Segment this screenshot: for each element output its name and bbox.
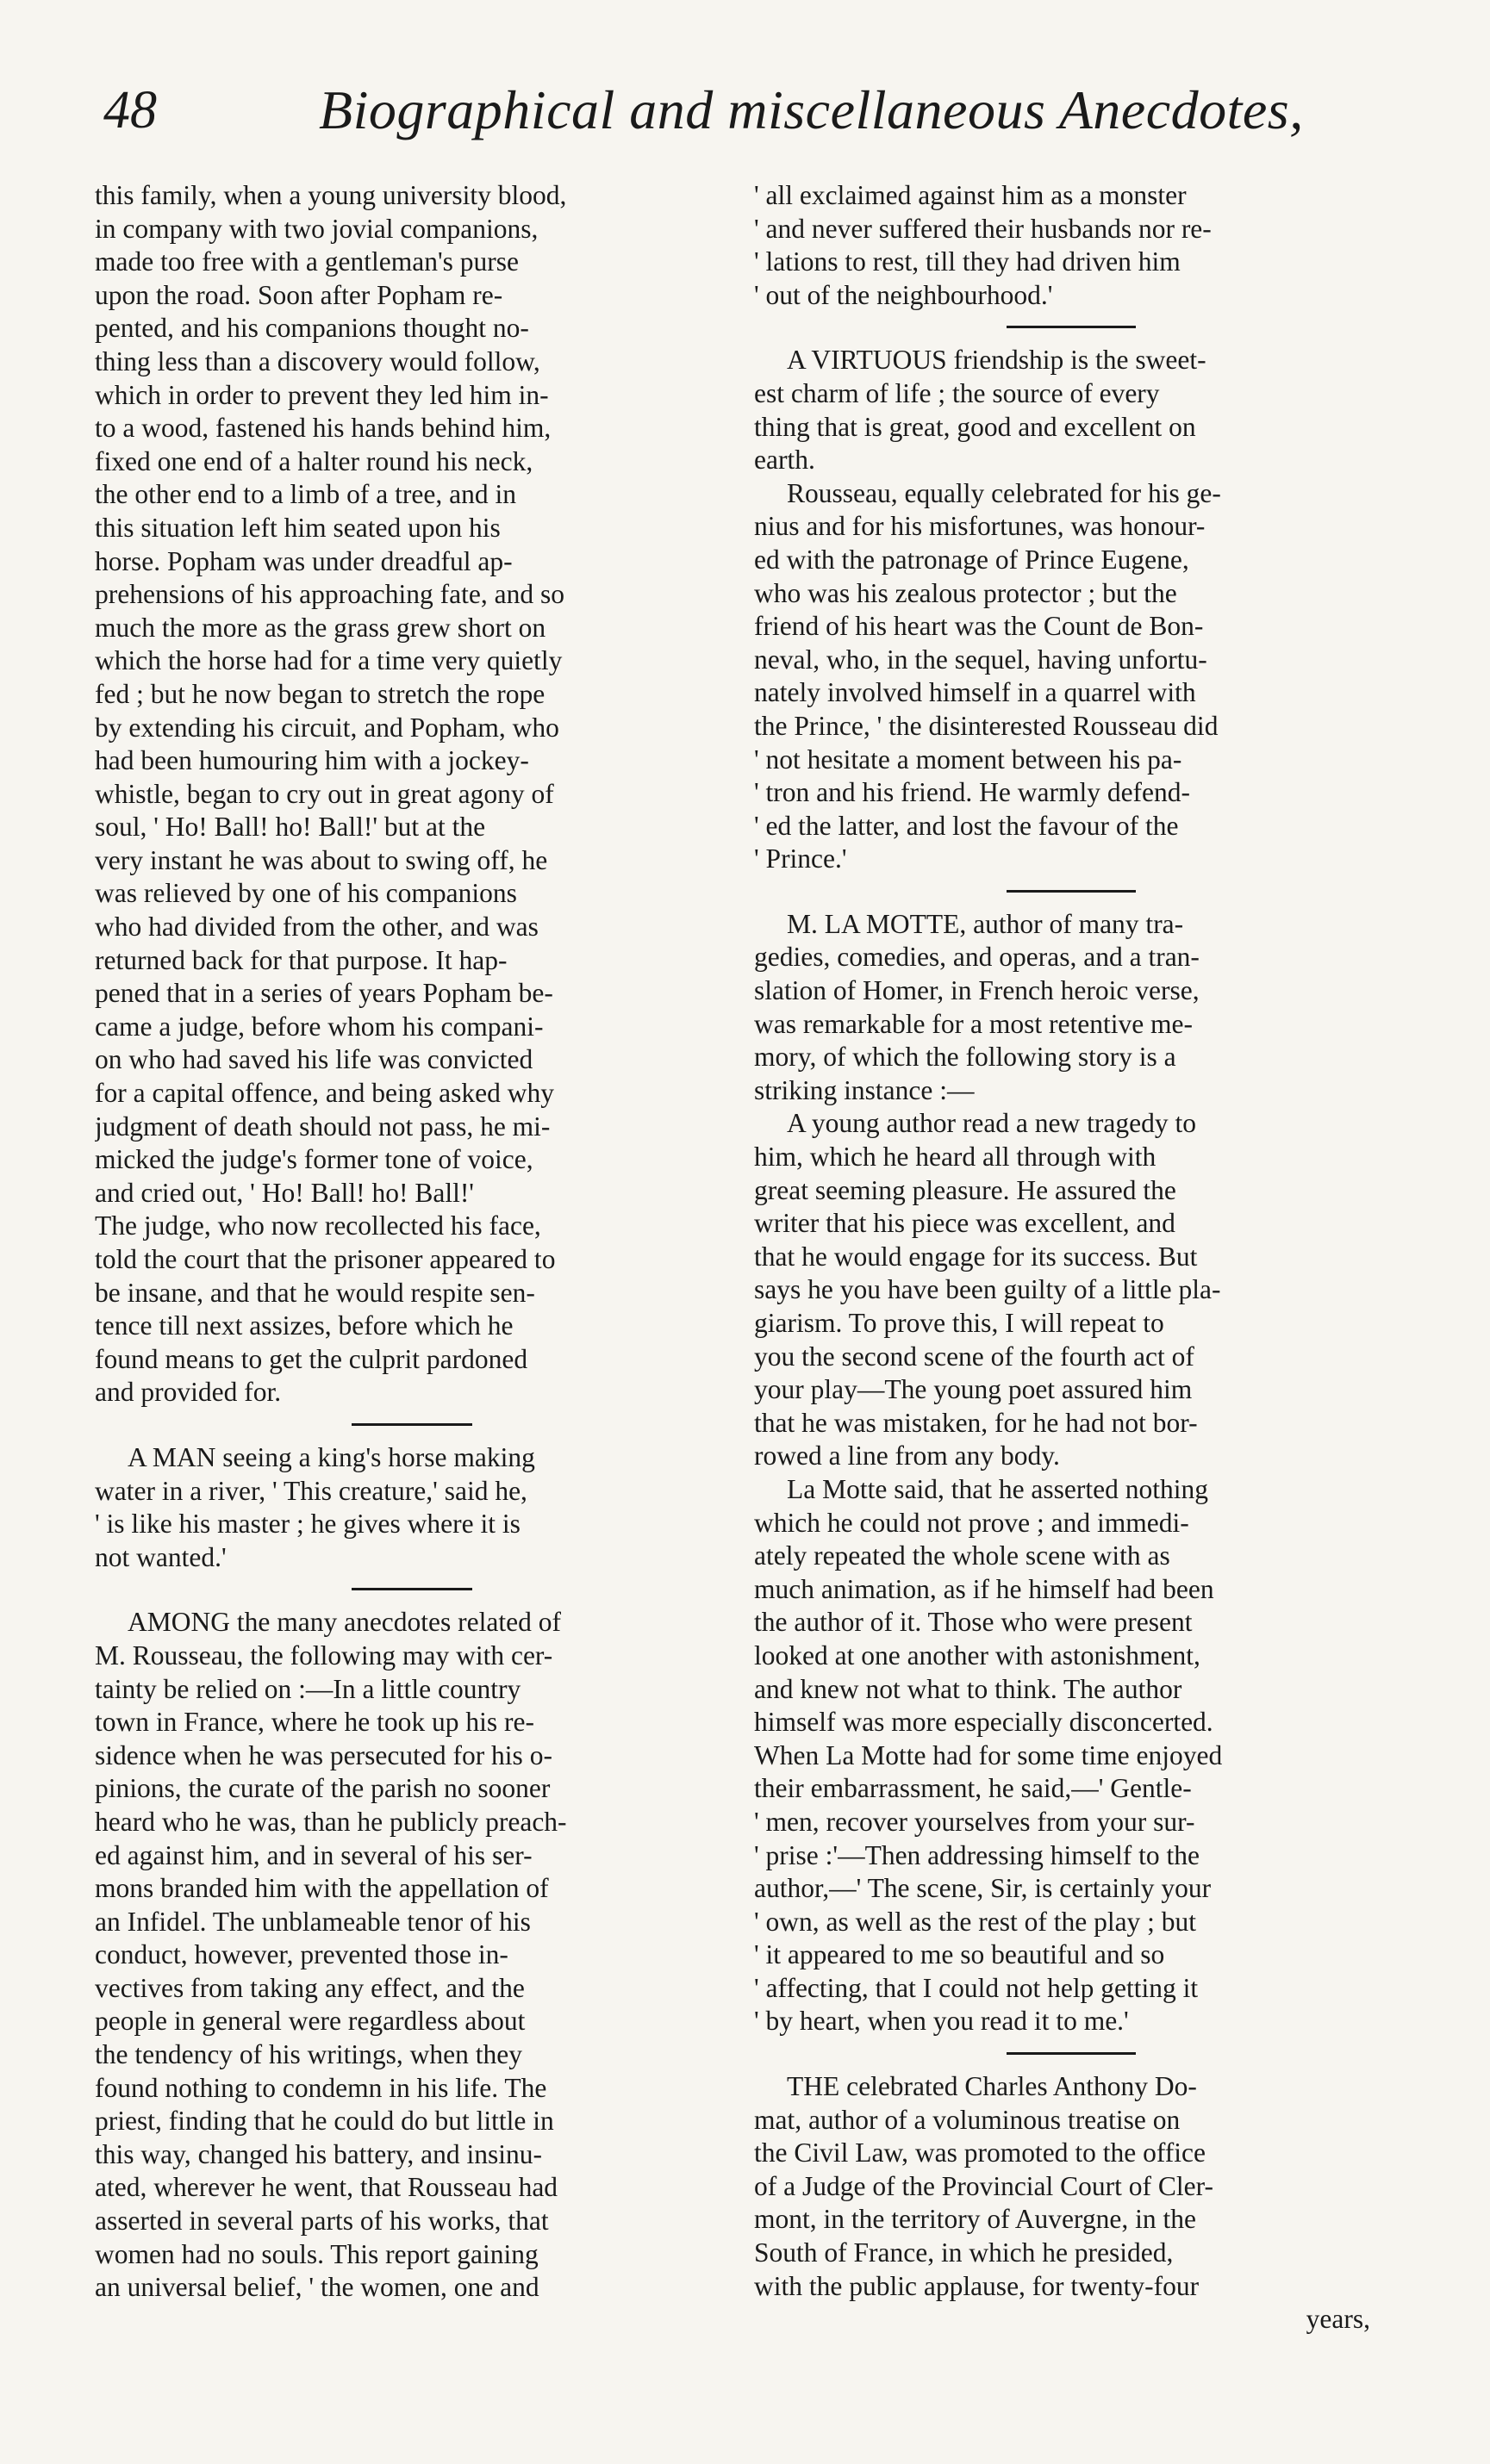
text-line: himself was more especially disconcerted. bbox=[754, 1707, 1213, 1738]
text-line: ' and never suffered their husbands nor re- bbox=[754, 213, 1212, 244]
text-line: nius and for his misfortunes, was honour- bbox=[754, 511, 1206, 542]
text-line: writer that his piece was excellent, and bbox=[754, 1208, 1175, 1239]
text-line: him, which he heard all through with bbox=[754, 1142, 1156, 1173]
rousseau-continuation-paragraph bbox=[754, 179, 1387, 312]
text-line: which he could not prove ; and immedi- bbox=[754, 1507, 1189, 1538]
text-line: an universal belief, ' the women, one and bbox=[95, 2272, 539, 2303]
text-line: water in a river, ' This creature,' said he, bbox=[95, 1475, 527, 1506]
text-line: M. Rousseau, the following may with cer- bbox=[95, 1640, 553, 1671]
la-motte-repetition-paragraph bbox=[754, 1473, 1387, 2038]
text-line: the other end to a limb of a tree, and in bbox=[95, 479, 516, 510]
text-line: great seeming pleasure. He assured the bbox=[754, 1174, 1176, 1205]
rousseau-anecdote-paragraph bbox=[95, 1606, 728, 2304]
text-line: says he you have been guilty of a little pla- bbox=[754, 1274, 1221, 1305]
text-line: horse. Popham was under dreadful ap- bbox=[95, 545, 513, 576]
text-line: ' tron and his friend. He warmly defend- bbox=[754, 777, 1191, 808]
text-line: much animation, as if he himself had been bbox=[754, 1573, 1214, 1604]
text-line: prehensions of his approaching fate, and so bbox=[95, 579, 564, 610]
text-line: very instant he was about to swing off, he bbox=[95, 844, 548, 875]
text-line: soul, ' Ho! Ball! ho! Ball!' but at the bbox=[95, 812, 486, 843]
text-line: priest, finding that he could do but little in bbox=[95, 2106, 554, 2137]
virtuous-friendship-paragraph bbox=[754, 344, 1387, 476]
text-line: striking instance :— bbox=[754, 1074, 975, 1105]
text-line: slation of Homer, in French heroic verse, bbox=[754, 975, 1200, 1006]
text-line: was relieved by one of his companions bbox=[95, 878, 517, 909]
text-line: friend of his heart was the Count de Bon- bbox=[754, 611, 1204, 642]
text-line: ' by heart, when you read it to me.' bbox=[754, 2006, 1129, 2037]
text-line: their embarrassment, he said,—' Gentle- bbox=[754, 1773, 1192, 1804]
text-line: pented, and his companions thought no- bbox=[95, 313, 529, 344]
text-line: est charm of life ; the source of every bbox=[754, 377, 1160, 408]
text-line: of a Judge of the Provincial Court of Cler- bbox=[754, 2170, 1213, 2201]
text-line: town in France, where he took up his re- bbox=[95, 1707, 534, 1738]
text-line: much the more as the grass grew short on bbox=[95, 612, 546, 643]
text-line: thing that is great, good and excellent on bbox=[754, 411, 1196, 442]
text-line: returned back for that purpose. It hap- bbox=[95, 944, 508, 975]
text-line: not wanted.' bbox=[95, 1541, 227, 1572]
text-line: ' affecting, that I could not help getting it bbox=[754, 1972, 1199, 2003]
text-line: ' ed the latter, and lost the favour of the bbox=[754, 810, 1179, 841]
text-line: heard who he was, than he publicly preach- bbox=[95, 1806, 567, 1837]
text-line: the Civil Law, was promoted to the office bbox=[754, 2137, 1206, 2168]
text-line: ' men, recover yourselves from your sur- bbox=[754, 1806, 1195, 1837]
text-line: which the horse had for a time very quietly bbox=[95, 645, 563, 676]
text-line: sidence when he was persecuted for his o- bbox=[95, 1739, 552, 1770]
text-line: and knew not what to think. The author bbox=[754, 1673, 1182, 1704]
text-line: thing less than a discovery would follow, bbox=[95, 345, 540, 376]
text-line: who had divided from the other, and was bbox=[95, 912, 539, 943]
text-line: this family, when a young university blood, bbox=[95, 180, 567, 210]
section-divider bbox=[352, 1588, 472, 1590]
text-line: the Prince, ' the disinterested Rousseau did bbox=[754, 710, 1219, 741]
text-line: conduct, however, prevented those in- bbox=[95, 1939, 508, 1970]
text-line: ed against him, and in several of his ser- bbox=[95, 1839, 533, 1870]
text-line: upon the road. Soon after Popham re- bbox=[95, 279, 503, 310]
text-line: and provided for. bbox=[95, 1377, 282, 1408]
domat-anecdote-paragraph bbox=[754, 2070, 1387, 2303]
text-line: fed ; but he now began to stretch the rope bbox=[95, 678, 546, 709]
kings-horse-anecdote-paragraph bbox=[95, 1441, 728, 1574]
text-line: had been humouring him with a jockey- bbox=[95, 745, 529, 776]
text-line: told the court that the prisoner appeared to bbox=[95, 1244, 556, 1274]
text-line: this situation left him seated upon his bbox=[95, 512, 501, 543]
text-line: ' own, as well as the rest of the play ; but bbox=[754, 1906, 1197, 1937]
text-line: A MAN seeing a king's horse making bbox=[128, 1441, 535, 1472]
text-line: for a capital offence, and being asked why bbox=[95, 1078, 554, 1109]
page-header bbox=[103, 67, 1396, 162]
text-line: author,—' The scene, Sir, is certainly your bbox=[754, 1873, 1212, 1904]
text-line: The judge, who now recollected his face, bbox=[95, 1210, 541, 1241]
text-line: When La Motte had for some time enjoyed bbox=[754, 1739, 1223, 1770]
page-number: 48 bbox=[103, 81, 157, 140]
text-line: M. LA MOTTE, author of many tra- bbox=[787, 908, 1184, 939]
rousseau-bonneval-paragraph bbox=[754, 477, 1387, 876]
text-line: mat, author of a voluminous treatise on bbox=[754, 2104, 1181, 2135]
text-line: ' lations to rest, till they had driven him bbox=[754, 246, 1181, 277]
section-divider bbox=[1007, 326, 1136, 328]
text-line: found nothing to condemn in his life. The bbox=[95, 2072, 547, 2103]
text-line: that he would engage for its success. But bbox=[754, 1241, 1198, 1272]
text-line: your play—The young poet assured him bbox=[754, 1374, 1193, 1405]
text-line: Rousseau, equally celebrated for his ge- bbox=[787, 477, 1221, 508]
text-line: neval, who, in the sequel, having unfortu- bbox=[754, 644, 1207, 675]
text-line: ately repeated the whole scene with as bbox=[754, 1540, 1170, 1571]
text-line: which in order to prevent they led him in- bbox=[95, 379, 549, 410]
text-line: fixed one end of a halter round his neck, bbox=[95, 445, 533, 476]
text-line: mont, in the territory of Auvergne, in the bbox=[754, 2204, 1196, 2235]
text-line: with the public applause, for twenty-four bbox=[754, 2270, 1200, 2301]
text-line: ' is like his master ; he gives where it is bbox=[95, 1509, 521, 1540]
text-line: micked the judge's former tone of voice, bbox=[95, 1144, 533, 1175]
text-line: on who had saved his life was convicted bbox=[95, 1044, 533, 1075]
text-line: tence till next assizes, before which he bbox=[95, 1310, 514, 1341]
text-line: women had no souls. This report gaining bbox=[95, 2238, 539, 2269]
running-title: Biographical and miscellaneous Anecdotes, bbox=[319, 79, 1304, 140]
text-line: tainty be relied on :—In a little country bbox=[95, 1673, 521, 1704]
text-line: mory, of which the following story is a bbox=[754, 1042, 1176, 1073]
text-line: the author of it. Those who were present bbox=[754, 1607, 1193, 1638]
text-line: looked at one another with astonishment, bbox=[754, 1640, 1200, 1671]
text-line: who was his zealous protector ; but the bbox=[754, 577, 1177, 608]
la-motte-intro-paragraph bbox=[754, 908, 1387, 1108]
text-line: giarism. To prove this, I will repeat to bbox=[754, 1308, 1164, 1338]
text-line: ' not hesitate a moment between his pa- bbox=[754, 744, 1182, 775]
text-line: rowed a line from any body. bbox=[754, 1440, 1060, 1472]
text-line: THE celebrated Charles Anthony Do- bbox=[787, 2071, 1197, 2102]
text-line: gedies, comedies, and operas, and a tran- bbox=[754, 942, 1200, 973]
text-line: South of France, in which he presided, bbox=[754, 2237, 1174, 2268]
text-line: people in general were regardless about bbox=[95, 2006, 526, 2037]
section-divider bbox=[352, 1423, 472, 1426]
text-line: be insane, and that he would respite sen- bbox=[95, 1277, 535, 1308]
text-line: came a judge, before whom his compani- bbox=[95, 1011, 544, 1042]
text-line: ' prise :'—Then addressing himself to the bbox=[754, 1839, 1200, 1870]
text-line: you the second scene of the fourth act of bbox=[754, 1341, 1194, 1372]
text-line: the tendency of his writings, when they bbox=[95, 2039, 523, 2070]
text-line: nately involved himself in a quarrel with bbox=[754, 677, 1196, 708]
popham-anecdote-paragraph bbox=[95, 179, 728, 1409]
section-divider bbox=[1007, 890, 1136, 893]
text-line: vectives from taking any effect, and the bbox=[95, 1972, 525, 2003]
text-line: earth. bbox=[754, 445, 815, 476]
text-line: A young author read a new tragedy to bbox=[787, 1108, 1196, 1139]
text-line: found means to get the culprit pardoned bbox=[95, 1343, 528, 1374]
text-line: ated, wherever he went, that Rousseau had bbox=[95, 2172, 558, 2203]
text-line: ' all exclaimed against him as a monster bbox=[754, 180, 1187, 210]
text-line: by extending his circuit, and Popham, who bbox=[95, 712, 559, 743]
section-divider bbox=[1007, 2052, 1136, 2055]
text-line: mons branded him with the appellation of bbox=[95, 1873, 549, 1904]
text-line: whistle, began to cry out in great agony of bbox=[95, 778, 554, 809]
text-line: AMONG the many anecdotes related of bbox=[128, 1607, 561, 1638]
text-line: La Motte said, that he asserted nothing bbox=[787, 1473, 1209, 1504]
text-line: made too free with a gentleman's purse bbox=[95, 246, 520, 277]
catchword: years, bbox=[1306, 2304, 1370, 2335]
text-line: judgment of death should not pass, he mi- bbox=[95, 1111, 551, 1142]
text-line: pened that in a series of years Popham be- bbox=[95, 978, 553, 1009]
text-line: ' out of the neighbourhood.' bbox=[754, 279, 1053, 310]
la-motte-young-author-paragraph bbox=[754, 1107, 1387, 1473]
text-line: ' Prince.' bbox=[754, 843, 847, 874]
text-line: that he was mistaken, for he had not bor- bbox=[754, 1407, 1198, 1438]
text-line: in company with two jovial companions, bbox=[95, 213, 539, 244]
text-line: ed with the patronage of Prince Eugene, bbox=[754, 544, 1189, 575]
right-column bbox=[754, 179, 1387, 2336]
text-line: to a wood, fastened his hands behind him, bbox=[95, 413, 552, 444]
text-line: A VIRTUOUS friendship is the sweet- bbox=[787, 345, 1206, 376]
text-line: ' it appeared to me so beautiful and so bbox=[754, 1939, 1165, 1970]
left-column bbox=[95, 179, 728, 2305]
text-line: was remarkable for a most retentive me- bbox=[754, 1008, 1194, 1039]
text-line: this way, changed his battery, and insinu- bbox=[95, 2138, 543, 2169]
text-line: and cried out, ' Ho! Ball! ho! Ball!' bbox=[95, 1177, 474, 1208]
text-line: an Infidel. The unblameable tenor of his bbox=[95, 1906, 531, 1937]
text-line: asserted in several parts of his works, that bbox=[95, 2206, 549, 2237]
text-line: pinions, the curate of the parish no sooner bbox=[95, 1773, 551, 1804]
